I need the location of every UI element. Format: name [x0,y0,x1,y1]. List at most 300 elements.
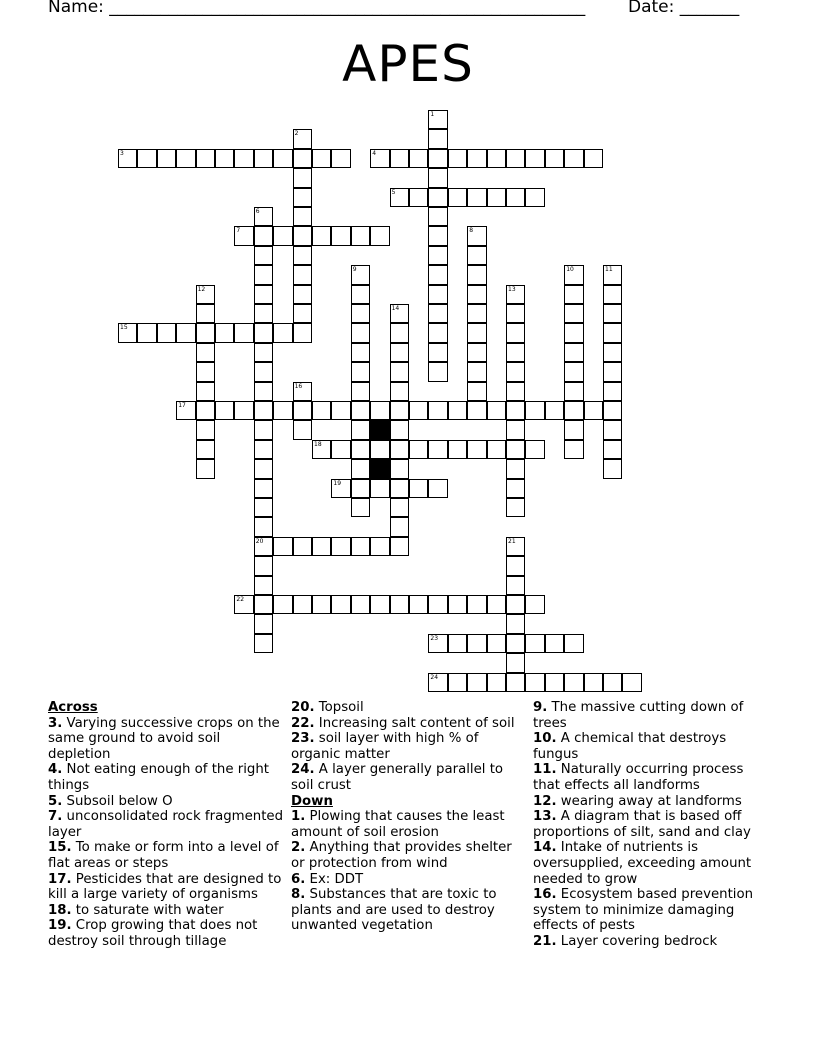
grid-cell[interactable] [467,634,486,653]
grid-cell[interactable] [525,188,544,207]
grid-cell[interactable] [118,323,137,342]
grid-cell[interactable] [293,537,312,556]
grid-cell[interactable] [351,304,370,323]
grid-cell[interactable] [428,149,447,168]
grid-cell[interactable] [564,634,583,653]
grid-cell[interactable] [428,304,447,323]
grid-cell[interactable] [254,634,273,653]
clue-item [48,872,284,903]
grid-cell[interactable] [312,537,331,556]
grid-cell[interactable] [506,420,525,439]
grid-cell[interactable] [254,285,273,304]
grid-cell[interactable] [564,304,583,323]
clue-number-label: 15. [48,840,72,856]
clue-number-label: 9. [533,700,548,715]
grid-cell[interactable] [584,149,603,168]
grid-cell[interactable] [467,188,486,207]
grid-cell[interactable] [487,149,506,168]
grid-cell[interactable] [603,323,622,342]
grid-cell[interactable] [331,537,350,556]
grid-cell[interactable] [564,285,583,304]
clue-number-label: 6. [291,871,306,887]
grid-cell[interactable] [564,265,583,284]
grid-cell[interactable] [137,323,156,342]
clue-text: To make or form into a level of flat areas or steps [48,840,279,871]
grid-cell[interactable] [487,401,506,420]
clue-number-label: 10. [533,731,557,747]
grid-cell[interactable] [467,149,486,168]
grid-cell[interactable] [196,285,215,304]
grid-cell[interactable] [487,634,506,653]
grid-cell[interactable] [215,401,234,420]
clue-number: 12 [197,285,206,293]
grid-cell[interactable] [331,479,350,498]
clue-number-label: 14. [533,840,557,856]
grid-cell[interactable] [506,537,525,556]
grid-cell[interactable] [487,595,506,614]
grid-cell[interactable] [254,537,273,556]
grid-cell[interactable] [351,440,370,459]
grid-cell[interactable] [448,401,467,420]
grid-cell[interactable] [428,401,447,420]
clue-item [48,903,284,919]
grid-cell[interactable] [467,285,486,304]
grid-cell[interactable] [390,323,409,342]
grid-cell[interactable] [293,168,312,187]
clue-text: Naturally occurring process that effects all landforms [533,762,744,793]
grid-cell[interactable] [390,595,409,614]
grid-cell[interactable] [390,479,409,498]
clue-item [533,840,769,887]
grid-cell[interactable] [506,304,525,323]
grid-cell[interactable] [293,129,312,148]
grid-cell[interactable] [215,149,234,168]
grid-cell[interactable] [157,323,176,342]
grid-cell[interactable] [176,401,195,420]
grid-cell[interactable] [351,265,370,284]
clue-text: Ecosystem based prevention system to minimize damaging effects of pests [533,887,754,934]
down-heading: Down [291,793,333,809]
grid-cell[interactable] [390,420,409,439]
grid-cell[interactable] [506,634,525,653]
grid-cell[interactable] [390,343,409,362]
grid-cell[interactable] [603,362,622,381]
grid-cell[interactable] [506,343,525,362]
grid-cell[interactable] [293,246,312,265]
clue-number-label: 3. [48,715,63,731]
grid-cell[interactable] [137,149,156,168]
across-clue-list [48,716,284,950]
clue-text: Pesticides that are designed to kill a large variety of organisms [48,871,282,903]
clue-item [533,934,769,950]
grid-cell[interactable] [331,226,350,245]
clue-number-label: 21. [533,933,557,949]
clues-column-2 [291,700,527,934]
grid-cell[interactable] [428,362,447,381]
date-field-label[interactable]: Date: _______ [628,0,740,17]
grid-cell[interactable] [293,420,312,439]
grid-cell[interactable] [506,285,525,304]
grid-cell[interactable] [428,323,447,342]
grid-cell[interactable] [448,440,467,459]
grid-cell[interactable] [506,188,525,207]
grid-cell[interactable] [448,595,467,614]
clue-item [291,731,527,762]
grid-cell[interactable] [254,265,273,284]
clue-number: 17 [178,402,186,409]
grid-cell[interactable] [351,537,370,556]
grid-cell[interactable] [351,595,370,614]
grid-cell[interactable] [312,595,331,614]
grid-cell[interactable] [196,420,215,439]
grid-cell[interactable] [312,401,331,420]
grid-cell[interactable] [409,479,428,498]
grid-cell[interactable] [390,401,409,420]
grid-cell[interactable] [331,440,350,459]
grid-cell[interactable] [331,149,350,168]
grid-cell[interactable] [525,673,544,692]
grid-cell[interactable] [467,362,486,381]
grid-cell[interactable] [428,673,447,692]
grid-cell[interactable] [603,382,622,401]
grid-cell[interactable] [506,653,525,672]
grid-cell[interactable] [234,595,253,614]
grid-cell[interactable] [254,595,273,614]
grid-cell[interactable] [351,382,370,401]
grid-cell[interactable] [428,265,447,284]
grid-cell[interactable] [370,401,389,420]
grid-cell[interactable] [428,246,447,265]
grid-cell[interactable] [293,149,312,168]
grid-cell[interactable] [254,149,273,168]
grid-cell[interactable] [370,479,389,498]
grid-cell[interactable] [390,382,409,401]
grid-cell[interactable] [254,343,273,362]
grid-cell[interactable] [506,459,525,478]
grid-cell[interactable] [603,673,622,692]
grid-cell[interactable] [506,382,525,401]
clue-number-label: 19. [48,918,72,934]
grid-cell[interactable] [506,149,525,168]
grid-cell[interactable] [545,673,564,692]
grid-cell[interactable] [351,479,370,498]
grid-cell[interactable] [428,440,447,459]
grid-cell[interactable] [254,323,273,342]
grid-cell[interactable] [545,401,564,420]
grid-cell[interactable] [622,673,641,692]
grid-cell[interactable] [331,595,350,614]
grid-cell[interactable] [487,673,506,692]
grid-cell[interactable] [254,304,273,323]
clues-column-3 [533,700,769,950]
grid-cell[interactable] [467,382,486,401]
clue-text: Intake of nutrients is oversupplied, exceeding amount needed to grow [533,840,752,887]
clue-number-label: 7. [48,809,63,825]
grid-cell[interactable] [293,285,312,304]
grid-cell[interactable] [370,440,389,459]
grid-cell[interactable] [196,343,215,362]
grid-cell[interactable] [428,595,447,614]
grid-cell[interactable] [564,401,583,420]
grid-cell[interactable] [234,226,253,245]
grid-cell[interactable] [273,323,292,342]
grid-cell[interactable] [448,149,467,168]
grid-cell[interactable] [506,556,525,575]
grid-cell[interactable] [564,343,583,362]
grid-cell[interactable] [467,226,486,245]
grid-cell[interactable] [293,304,312,323]
grid-cell[interactable] [525,634,544,653]
clue-number: 23 [430,634,439,642]
grid-cell[interactable] [564,673,583,692]
grid-cell[interactable] [254,382,273,401]
grid-cell[interactable] [545,634,564,653]
grid-cell[interactable] [603,401,622,420]
grid-cell[interactable] [351,498,370,517]
grid-cell[interactable] [564,149,583,168]
grid-cell[interactable] [603,304,622,323]
grid-cell[interactable] [196,401,215,420]
grid-cell[interactable] [428,226,447,245]
grid-cell[interactable] [293,401,312,420]
grid-cell[interactable] [234,401,253,420]
grid-cell[interactable] [564,362,583,381]
grid-cell[interactable] [467,673,486,692]
clue-number-label: 1. [291,809,306,825]
grid-cell[interactable] [351,285,370,304]
grid-cell[interactable] [293,382,312,401]
grid-cell[interactable] [331,401,350,420]
grid-cell[interactable] [196,459,215,478]
grid-cell[interactable] [351,362,370,381]
clue-text: unconsolidated rock fragmented layer [48,809,284,840]
grid-cell[interactable] [254,401,273,420]
grid-cell[interactable] [564,382,583,401]
grid-cell[interactable] [390,537,409,556]
grid-cell[interactable] [428,634,447,653]
grid-cell[interactable] [506,498,525,517]
grid-cell[interactable] [254,420,273,439]
grid-cell[interactable] [196,382,215,401]
grid-cell[interactable] [525,149,544,168]
grid-cell[interactable] [467,343,486,362]
grid-cell[interactable] [273,401,292,420]
grid-cell[interactable] [390,498,409,517]
grid-cell[interactable] [506,595,525,614]
grid-cell[interactable] [603,440,622,459]
grid-cell[interactable] [584,401,603,420]
grid-cell[interactable] [196,149,215,168]
grid-cell[interactable] [390,149,409,168]
grid-cell[interactable] [254,440,273,459]
clue-number: 5 [391,188,396,196]
grid-cell[interactable] [467,304,486,323]
grid-cell[interactable] [506,479,525,498]
grid-cell[interactable] [254,517,273,536]
grid-cell[interactable] [506,576,525,595]
grid-cell[interactable] [370,595,389,614]
clue-item [533,794,769,810]
grid-cell[interactable] [293,226,312,245]
grid-cell[interactable] [564,323,583,342]
grid-cell[interactable] [467,595,486,614]
grid-cell[interactable] [506,614,525,633]
grid-cell[interactable] [603,265,622,284]
clue-number-label: 20. [291,700,315,715]
grid-cell[interactable] [428,343,447,362]
grid-cell[interactable] [467,323,486,342]
grid-cell[interactable] [370,226,389,245]
grid-cell[interactable] [603,459,622,478]
grid-cell[interactable] [234,323,253,342]
grid-cell[interactable] [467,401,486,420]
grid-cell[interactable] [293,323,312,342]
down-clue-list [291,809,527,934]
grid-cell[interactable] [196,362,215,381]
grid-cell[interactable] [254,207,273,226]
grid-cell[interactable] [409,401,428,420]
grid-cell[interactable] [254,362,273,381]
grid-cell[interactable] [351,226,370,245]
grid-cell[interactable] [525,440,544,459]
grid-cell[interactable] [293,188,312,207]
clue-number-label: 13. [533,809,557,825]
grid-cell[interactable] [409,188,428,207]
clue-number-label: 22. [291,715,315,731]
grid-cell[interactable] [351,420,370,439]
grid-cell[interactable] [196,323,215,342]
clue-text: Plowing that causes the least amount of soil erosion [291,809,505,840]
grid-cell[interactable] [506,362,525,381]
grid-cell[interactable] [118,149,137,168]
clue-item [48,918,284,949]
clue-number: 13 [508,285,516,293]
grid-cell[interactable] [428,188,447,207]
grid-cell[interactable] [525,595,544,614]
grid-cell[interactable] [273,537,292,556]
grid-cell[interactable] [293,595,312,614]
clue-number: 16 [294,382,303,390]
grid-cell[interactable] [273,595,292,614]
clue-text: A layer generally parallel to soil crust [291,762,504,793]
grid-cell[interactable] [467,246,486,265]
grid-cell[interactable] [312,440,331,459]
grid-cell[interactable] [506,401,525,420]
clue-item [533,762,769,793]
clue-item [291,762,527,793]
clue-text: Ex: DDT [305,871,364,887]
clue-number-label: 8. [291,887,306,903]
grid-cell[interactable] [448,673,467,692]
grid-cell[interactable] [254,246,273,265]
grid-cell[interactable] [254,614,273,633]
grid-cell[interactable] [487,188,506,207]
grid-cell[interactable] [428,168,447,187]
grid-cell[interactable] [215,323,234,342]
grid-cell[interactable] [428,479,447,498]
grid-cell[interactable] [234,149,253,168]
grid-cell[interactable] [506,440,525,459]
grid-cell[interactable] [390,188,409,207]
grid-cell[interactable] [176,323,195,342]
grid-cell[interactable] [390,459,409,478]
grid-cell[interactable] [428,110,447,129]
grid-cell[interactable] [312,149,331,168]
grid-cell[interactable] [254,459,273,478]
grid-cell[interactable] [506,323,525,342]
grid-cell[interactable] [370,149,389,168]
grid-cell[interactable] [390,517,409,536]
grid-cell[interactable] [390,440,409,459]
grid-cell[interactable] [409,149,428,168]
grid-cell[interactable] [467,265,486,284]
clue-number-label: 24. [291,762,315,778]
grid-cell[interactable] [351,401,370,420]
grid-cell[interactable] [467,440,486,459]
name-field-label[interactable]: Name: ________________________________________________________ [48,0,586,17]
grid-cell[interactable] [312,226,331,245]
page-title: APES [342,35,474,93]
clue-text: A chemical that destroys fungus [533,731,727,762]
grid-cell[interactable] [428,285,447,304]
clue-number-label: 4. [48,762,63,778]
grid-cell[interactable] [564,420,583,439]
grid-cell[interactable] [254,226,273,245]
grid-cell[interactable] [254,576,273,595]
grid-cell[interactable] [196,440,215,459]
grid-cell[interactable] [370,537,389,556]
grid-cell[interactable] [545,149,564,168]
grid-cell[interactable] [351,343,370,362]
grid-cell[interactable] [448,634,467,653]
clue-text: Subsoil below O [62,793,173,809]
grid-cell[interactable] [603,343,622,362]
grid-cell[interactable] [196,304,215,323]
grid-cell[interactable] [584,673,603,692]
clue-item [291,887,527,934]
grid-cell[interactable] [390,304,409,323]
grid-cell[interactable] [351,323,370,342]
grid-cell[interactable] [293,207,312,226]
grid-cell[interactable] [176,149,195,168]
grid-cell[interactable] [428,129,447,148]
grid-cell[interactable] [273,149,292,168]
grid-cell[interactable] [157,149,176,168]
grid-cell[interactable] [603,285,622,304]
grid-cell[interactable] [603,420,622,439]
grid-cell[interactable] [448,188,467,207]
clue-number: 2 [294,130,299,138]
clue-item [48,794,284,810]
grid-cell[interactable] [428,207,447,226]
grid-cell[interactable] [293,265,312,284]
grid-cell[interactable] [564,440,583,459]
grid-cell[interactable] [409,440,428,459]
clue-number: 11 [605,266,613,274]
grid-cell[interactable] [254,556,273,575]
grid-cell[interactable] [409,595,428,614]
grid-cell[interactable] [525,401,544,420]
grid-cell[interactable] [254,479,273,498]
clue-item [291,840,527,871]
grid-cell[interactable] [390,362,409,381]
clue-number: 20 [255,537,264,545]
grid-cell[interactable] [273,226,292,245]
grid-cell[interactable] [487,440,506,459]
grid-cell[interactable] [254,498,273,517]
grid-cell[interactable] [506,673,525,692]
grid-cell[interactable] [351,459,370,478]
